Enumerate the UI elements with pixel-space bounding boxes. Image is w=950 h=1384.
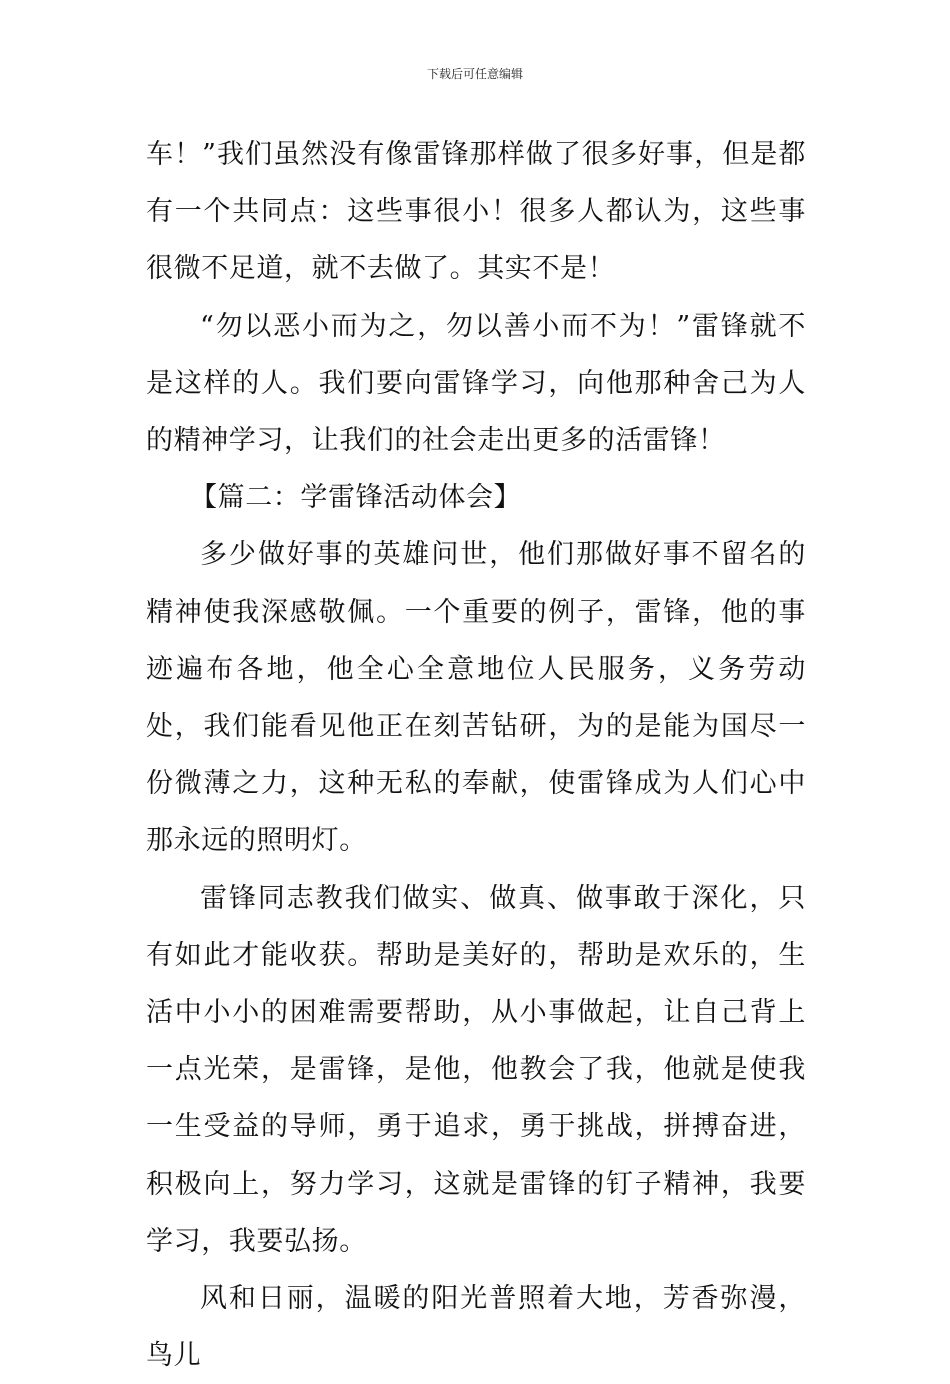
document-body (146, 126, 806, 1384)
section-heading: 【篇二：学雷锋活动体会】 (190, 482, 522, 514)
paragraph-5: 风和日丽，温暖的阳光普照着大地，芳香弥漫，鸟儿 (146, 1283, 806, 1372)
paragraph-2: “勿以恶小而为之，勿以善小而不为！”雷锋就不是这样的人。我们要向雷锋学习，向他那种舍己为人的精神学习，让我们的社会走出更多的活雷锋！ (146, 310, 806, 457)
paragraph-3: 多少做好事的英雄问世，他们那做好事不留名的精神使我深感敬佩。一个重要的例子，雷锋，他的事迹遍布各地，他全心全意地位人民服务，义务劳动处，我们能看见他正在刻苦钻研，为的是能为国尽一份微薄之力，这种无私的奉献，使雷锋成为人们心中那永远的照明灯。 (146, 539, 806, 857)
paragraph-1: 车！”我们虽然没有像雷锋那样做了很多好事，但是都有一个共同点：这些事很小！很多人都认为，这些事很微不足道，就不去做了。其实不是！ (146, 139, 806, 285)
page-header: 下载后可任意编辑 (426, 67, 523, 81)
paragraph-4: 雷锋同志教我们做实、做真、做事敢于深化，只有如此才能收获。帮助是美好的，帮助是欢乐的，生活中小小的困难需要帮助，从小事做起，让自己背上一点光荣，是雷锋，是他，他教会了我，他就是使我一生受益的导师，勇于追求，勇于挑战，拼搏奋进，积极向上，努力学习，这就是雷锋的钉子精神，我要学习，我要弘扬。 (146, 882, 806, 1257)
